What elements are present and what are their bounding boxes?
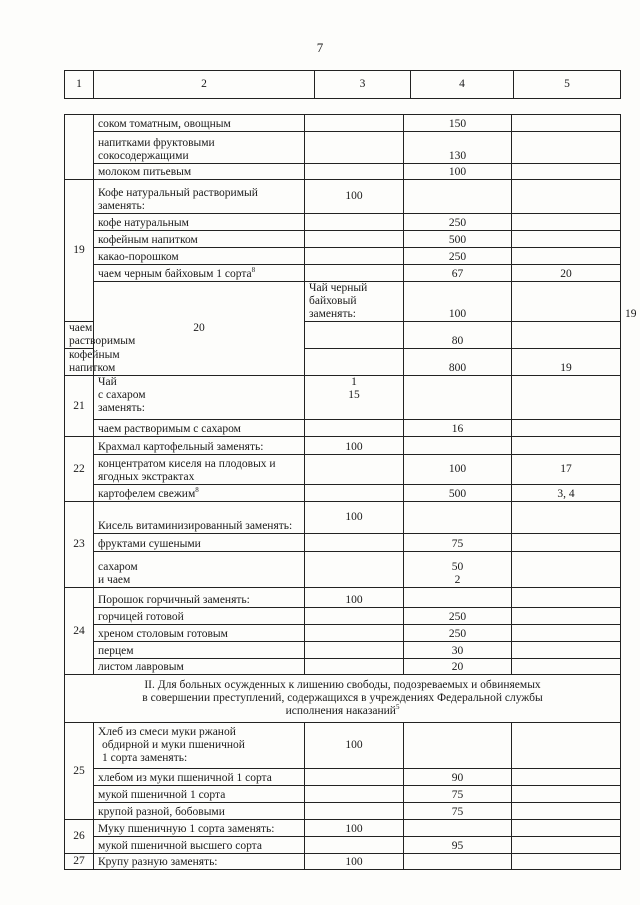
item-name: Крупу разную заменять: bbox=[94, 854, 305, 870]
table-row bbox=[65, 642, 621, 659]
col4-value: 250 bbox=[404, 248, 512, 265]
col4-value: 95 bbox=[404, 837, 512, 854]
row-number: 27 bbox=[65, 854, 94, 870]
col4-value: 80 bbox=[404, 322, 512, 349]
item-name: Кисель витаминизированный заменять: bbox=[94, 502, 305, 534]
col3-value: 100 bbox=[305, 723, 404, 769]
col5-value: 19 bbox=[512, 349, 621, 376]
table-row bbox=[65, 588, 621, 608]
col4-value: 20 bbox=[404, 659, 512, 675]
table-row bbox=[65, 769, 621, 786]
col3-value: 100 bbox=[305, 588, 404, 608]
col5-value: 20 bbox=[512, 265, 621, 282]
table-row bbox=[65, 608, 621, 625]
item-name: кофейным напитком bbox=[65, 349, 94, 376]
col5-value: 3, 4 bbox=[512, 485, 621, 502]
col3-value: 100 bbox=[305, 502, 404, 534]
header-col-1: 1 bbox=[65, 71, 94, 99]
col3-value: 1 15 bbox=[305, 376, 404, 420]
item-name: крупой разной, бобовыми bbox=[94, 803, 305, 820]
item-name: горчицей готовой bbox=[94, 608, 305, 625]
item-name: Порошок горчичный заменять: bbox=[94, 588, 305, 608]
row-number: 23 bbox=[65, 502, 94, 588]
col4-value: 250 bbox=[404, 625, 512, 642]
col4-value: 16 bbox=[404, 420, 512, 437]
item-name: Крахмал картофельный заменять: bbox=[94, 437, 305, 455]
table-header bbox=[64, 70, 621, 99]
col4-value: 500 bbox=[404, 485, 512, 502]
item-name: кофейным напитком bbox=[94, 231, 305, 248]
item-name: хлебом из муки пшеничной 1 сорта bbox=[94, 769, 305, 786]
replacement-table bbox=[64, 114, 637, 870]
table-row bbox=[65, 854, 621, 870]
table-row bbox=[65, 723, 621, 769]
table-row bbox=[65, 502, 621, 534]
row-number: 21 bbox=[65, 376, 94, 437]
row-number: 25 bbox=[65, 723, 94, 820]
col4-value: 500 bbox=[404, 231, 512, 248]
section-heading-row bbox=[65, 675, 621, 723]
col3-value: 100 bbox=[305, 854, 404, 870]
table-row bbox=[65, 376, 621, 420]
table-row bbox=[65, 248, 621, 265]
item-name: кофе натуральным bbox=[94, 214, 305, 231]
col3-value: 100 bbox=[305, 820, 404, 837]
item-name: Муку пшеничную 1 сорта заменять: bbox=[94, 820, 305, 837]
col4-value: 75 bbox=[404, 803, 512, 820]
item-name: чаем растворимым с сахаром bbox=[94, 420, 305, 437]
col4-value: 250 bbox=[404, 214, 512, 231]
col3-value: 100 bbox=[305, 180, 404, 214]
col4-value: 250 bbox=[404, 608, 512, 625]
table-row bbox=[65, 231, 621, 248]
col4-value: 100 bbox=[404, 164, 512, 180]
item-name: листом лавровым bbox=[94, 659, 305, 675]
col4-value: 130 bbox=[404, 132, 512, 164]
row-number: 19 bbox=[65, 180, 94, 322]
table-row bbox=[65, 659, 621, 675]
col4-value: 800 bbox=[404, 349, 512, 376]
item-name: молоком питьевым bbox=[94, 164, 305, 180]
row-number: 22 bbox=[65, 437, 94, 502]
footnote-mark: 8 bbox=[195, 486, 199, 495]
item-name: фруктами сушеными bbox=[94, 534, 305, 552]
item-name: напитками фруктовыми сокосодержащими bbox=[94, 132, 305, 164]
item-name: хреном столовым готовым bbox=[94, 625, 305, 642]
col5-value: 17 bbox=[512, 455, 621, 485]
item-name: мукой пшеничной 1 сорта bbox=[94, 786, 305, 803]
col4-value: 100 bbox=[404, 455, 512, 485]
table-row: 20 Чай черный байховый заменять: 100 19 bbox=[65, 282, 621, 322]
table-row bbox=[65, 803, 621, 820]
table-row bbox=[65, 552, 621, 588]
table-row bbox=[65, 820, 621, 837]
table-row bbox=[65, 534, 621, 552]
header-col-3: 3 bbox=[315, 71, 411, 99]
table-row bbox=[65, 786, 621, 803]
footnote-mark: 5 bbox=[395, 703, 400, 712]
col4-value: 67 bbox=[404, 265, 512, 282]
item-name: Чай черный байховый заменять: bbox=[305, 282, 404, 322]
footnote-mark: 8 bbox=[251, 266, 256, 275]
table-row bbox=[65, 625, 621, 642]
row-number: 26 bbox=[65, 820, 94, 854]
col4-value: 30 bbox=[404, 642, 512, 659]
col4-value: 90 bbox=[404, 769, 512, 786]
table-row bbox=[65, 455, 621, 485]
item-name: перцем bbox=[94, 642, 305, 659]
row-number: 24 bbox=[65, 588, 94, 675]
col3-value: 100 bbox=[305, 437, 404, 455]
item-name: Кофе натуральный растворимый заменять: bbox=[94, 180, 305, 214]
item-name: картофелем свежим$^8$ bbox=[94, 485, 305, 502]
table-row bbox=[65, 214, 621, 231]
table-row bbox=[65, 437, 621, 455]
header-col-2: 2 bbox=[94, 71, 315, 99]
col4-value: 75 bbox=[404, 534, 512, 552]
table-row bbox=[65, 837, 621, 854]
item-name: сахаром и чаем bbox=[94, 552, 305, 588]
table-row bbox=[65, 115, 621, 132]
table-row bbox=[65, 265, 621, 282]
col3-value: 100 bbox=[404, 282, 512, 322]
section-heading: II. Для больных осужденных к лишению свободы, подозреваемых и обвиняемых в совершении преступлений, содержащихся в учреждениях Федеральной службы исполнения наказаний$^5$ bbox=[65, 675, 621, 723]
item-name: соком томатным, овощным bbox=[94, 115, 305, 132]
item-name: чаем растворимым bbox=[65, 322, 94, 349]
table-row bbox=[65, 132, 621, 164]
row-number: 20 bbox=[94, 282, 305, 376]
item-name: какао-порошком bbox=[94, 248, 305, 265]
table-row bbox=[65, 420, 621, 437]
item-name: концентратом киселя на плодовых и ягодных экстрактах bbox=[94, 455, 305, 485]
col4-value: 75 bbox=[404, 786, 512, 803]
item-name: Чай с сахаром заменять: bbox=[94, 376, 305, 420]
col4-value: 50 2 bbox=[404, 552, 512, 588]
table-row bbox=[65, 485, 621, 502]
item-name: Хлеб из смеси муки ржаной обдирной и муки пшеничной 1 сорта заменять: bbox=[94, 723, 305, 769]
col4-value: 150 bbox=[404, 115, 512, 132]
item-name: мукой пшеничной высшего сорта bbox=[94, 837, 305, 854]
header-col-4: 4 bbox=[411, 71, 514, 99]
table-row bbox=[65, 180, 621, 214]
header-col-5: 5 bbox=[514, 71, 621, 99]
row-number bbox=[65, 115, 94, 180]
table-row bbox=[65, 164, 621, 180]
page-number: 7 bbox=[316, 40, 324, 55]
item-name: чаем черным байховым 1 сорта$^8$ bbox=[94, 265, 305, 282]
